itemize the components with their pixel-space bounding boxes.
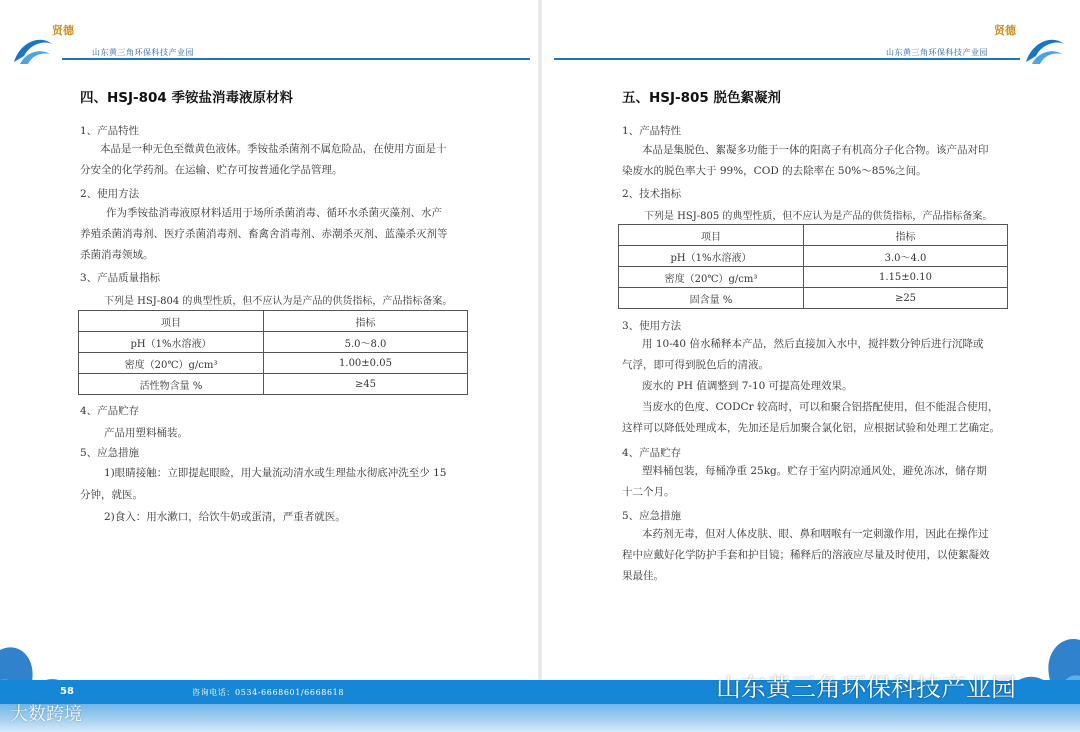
- table-row: [619, 267, 1008, 288]
- table-row: [619, 246, 1008, 267]
- heading-emergency: 5、应急措施: [622, 510, 682, 522]
- technical-intro: 下列是 HSJ-805 的典型性质，但不应认为是产品的供货指标，产品指标备案。: [644, 211, 993, 222]
- text-line: 染废水的脱色率大于 99%，COD 的去除率在 50%～85%之间。: [622, 165, 927, 177]
- text-line: 1)眼睛接触：立即提起眼睑，用大量流动清水或生理盐水彻底冲洗至少 15: [104, 467, 447, 479]
- emergency-text: [80, 462, 446, 528]
- table-cell: 密度（20℃）g/cm³: [79, 353, 264, 374]
- heading-properties: 1、产品特性: [622, 125, 682, 137]
- table-cell: ≥25: [804, 288, 1008, 309]
- text-line: 养殖杀菌消毒剂、医疗杀菌消毒剂、畜禽舍消毒剂、赤潮杀灭剂、蓝藻杀灭剂等: [80, 228, 448, 240]
- table-row: [79, 374, 468, 395]
- heading-usage: 3、使用方法: [622, 320, 682, 332]
- table-header-cell: 项目: [619, 225, 804, 246]
- heading-quality: 3、产品质量指标: [80, 272, 161, 284]
- text-line: 本品是一种无色至微黄色液体。季铵盐杀菌剂不属危险品，在使用方面是十: [100, 143, 447, 155]
- usage-text: [80, 203, 448, 266]
- table-cell: 1.00±0.05: [264, 353, 468, 374]
- table-row: [619, 288, 1008, 309]
- heading-properties: 1、产品特性: [80, 125, 140, 137]
- quality-intro: 下列是 HSJ-804 的典型性质，但不应认为是产品的供货指标，产品指标备案。: [104, 296, 453, 307]
- table-cell: 活性物含量 %: [79, 374, 264, 395]
- logo-text-right: 贤德: [994, 24, 1016, 37]
- footer-band-light: [0, 704, 1080, 732]
- table-cell: 密度（20℃）g/cm³: [619, 267, 804, 288]
- table-row: [79, 353, 468, 374]
- text-line: 这样可以降低处理成本，先加还是后加聚合氯化铝，应根据试验和处理工艺确定。: [622, 422, 1000, 434]
- table-header-row: [619, 225, 1008, 246]
- text-line: 十二个月。: [622, 486, 675, 498]
- text-line: 果最佳。: [622, 570, 664, 582]
- table-cell: 1.15±0.10: [804, 267, 1008, 288]
- text-line: 气浮，即可得到脱色后的清液。: [622, 359, 769, 371]
- text-line: 本药剂无毒，但对人体皮肤、眼、鼻和咽喉有一定刺激作用，因此在操作过: [642, 528, 989, 540]
- emergency-text: [622, 524, 990, 587]
- table-cell: ≥45: [264, 374, 468, 395]
- logo-text-left: 贤德: [52, 24, 74, 37]
- text-line: 废水的 PH 值调整到 7-10 可提高处理效果。: [642, 380, 853, 392]
- section-title-hsj804: 四、HSJ-804 季铵盐消毒液原材料: [80, 90, 294, 106]
- properties-text: [80, 139, 447, 181]
- table-header-row: [79, 311, 468, 332]
- text-line: 分钟，就医。: [80, 489, 143, 501]
- table-cell: pH（1%水溶液）: [79, 332, 264, 353]
- table-cell: 3.0～4.0: [804, 246, 1008, 267]
- table-row: [79, 332, 468, 353]
- hotline-text: 咨询电话：0534-6668601/6668618: [192, 688, 345, 697]
- section-title-hsj805: 五、HSJ-805 脱色絮凝剂: [622, 90, 782, 106]
- table-cell: 固含量 %: [619, 288, 804, 309]
- text-line: 分安全的化学药剂。在运输、贮存可按普通化学品管理。: [80, 164, 343, 176]
- table-cell: 5.0～8.0: [264, 332, 468, 353]
- wave-logo-left: [10, 22, 56, 66]
- heading-storage: 4、产品贮存: [622, 447, 682, 459]
- header-rule-right: [554, 58, 1020, 60]
- heading-technical: 2、技术指标: [622, 188, 682, 200]
- text-line: 本品是集脱色、絮凝多功能于一体的阳离子有机高分子化合物。该产品对印: [642, 144, 989, 156]
- spec-table-hsj805: [618, 224, 1008, 309]
- table-header-cell: 指标: [264, 311, 468, 332]
- watermark-left: 大数跨境: [10, 704, 82, 725]
- properties-text: [622, 140, 989, 182]
- heading-emergency: 5、应急措施: [80, 447, 140, 459]
- text-line: 塑料桶包装，每桶净重 25kg。贮存于室内阴凉通风处，避免冻冰，储存期: [642, 465, 987, 477]
- usage-text: [622, 334, 1000, 439]
- table-header-cell: 指标: [804, 225, 1008, 246]
- heading-usage: 2、使用方法: [80, 188, 140, 200]
- text-line: 2)食入：用水漱口，给饮牛奶或蛋清，严重者就医。: [104, 511, 346, 523]
- header-company-left: 山东黄三角环保科技产业园: [92, 48, 194, 57]
- text-line: 杀菌消毒领域。: [80, 249, 154, 261]
- table-cell: pH（1%水溶液）: [619, 246, 804, 267]
- watermark-right: 山东黄三角环保科技产业园: [716, 673, 1017, 702]
- table-header-cell: 项目: [79, 311, 264, 332]
- text-line: 作为季铵盐消毒液原材料适用于场所杀菌消毒、循环水杀菌灭藻剂、水产: [106, 207, 442, 219]
- text-line: 程中应戴好化学防护手套和护目镜；稀释后的溶液应尽量及时使用，以使絮凝效: [622, 549, 990, 561]
- text-line: 用 10-40 倍水稀释本产品，然后直接加入水中，搅拌数分钟后进行沉降或: [642, 338, 984, 350]
- page-number: 58: [60, 686, 74, 697]
- storage-text: 产品用塑料桶装。: [104, 427, 188, 439]
- wave-logo-right: [1022, 22, 1068, 66]
- heading-storage: 4、产品贮存: [80, 405, 140, 417]
- text-line: 当废水的色度、CODCr 较高时，可以和聚合铝搭配使用，但不能混合使用，: [642, 401, 999, 413]
- storage-text: [622, 461, 987, 503]
- header-rule-left: [62, 58, 530, 60]
- header-company-right: 山东黄三角环保科技产业园: [886, 48, 988, 57]
- spec-table-hsj804: [78, 310, 468, 395]
